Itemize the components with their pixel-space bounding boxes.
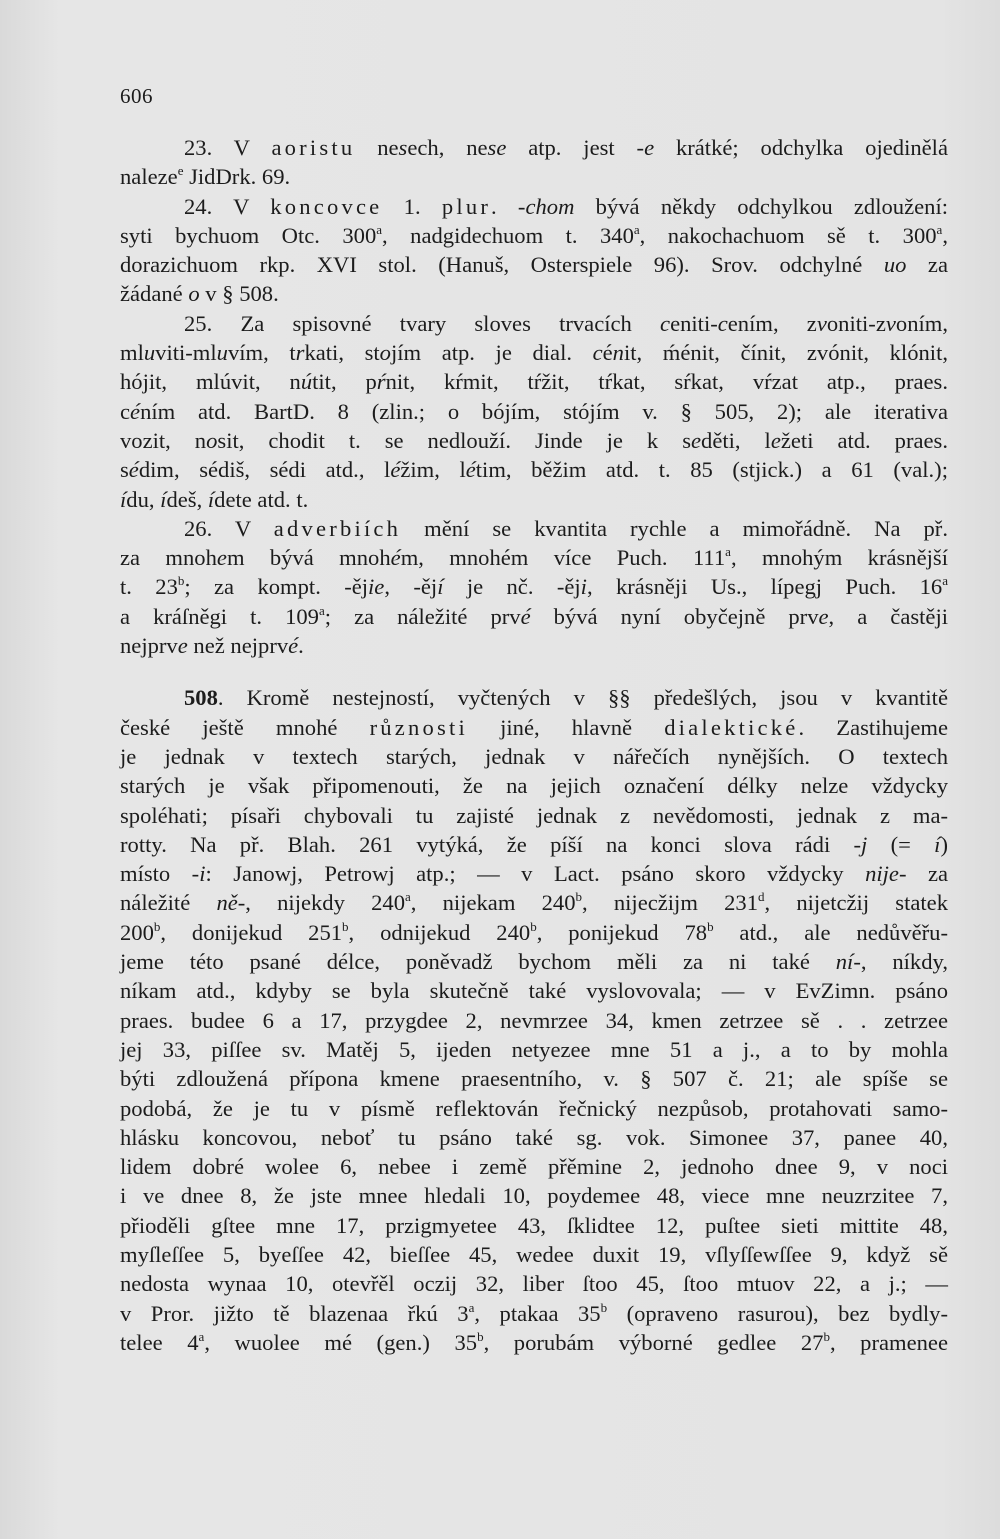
text-line: 200$^b$, donijekud 251$^b$, odnijekud 240$^b$, ponijekud 78$^b$ atd., ale nedůvěřu- [120, 918, 949, 945]
text-line: rotty. Na př. Blah. 261 vytýká, že píší na konci slova rádi -j (= í) [120, 831, 948, 857]
text-line: v Pror. jižto tě blazenaa řkú 3$^a$, ptakaa 35$^b$ (opraveno rasurou), bez bydly- [120, 1299, 949, 1326]
text-line: býti zdloužená přípona kmene praesentního, v. § 507 č. 21; ale spíše se [120, 1066, 948, 1092]
text-line: 24. V koncovce 1. plur. -chom bývá někdy odchylkou zdloužení: [184, 193, 949, 219]
text-line: telee 4$^a$, wuolee mé (gen.) 35$^b$, porubám výborné gedlee 27$^b$, pramenee [120, 1328, 948, 1355]
page-number: 606 [120, 84, 153, 108]
text-line: sédim, sédiš, sédi atd., léžim, létim, běžim atd. t. 85 (stjick.) a 61 (val.); [120, 457, 948, 483]
text-line: mluviti-mluvím, trkati, stojím atp. je dial. cénit, ḿénit, čínit, zvónit, klónit, [120, 340, 948, 366]
text-line: a kráſněgi t. 109$^a$; za náležité prvé bývá nyní obyčejně prve, a častěji [120, 602, 949, 629]
text-line: hójit, mlúvit, nútit, pŕnit, kŕmit, tŕžit, tŕkat, sŕkat, vŕzat atp., praes. [120, 369, 948, 395]
text-line: starých je však připomenouti, že na jejich označení délky nelze vždycky [120, 773, 948, 799]
text-line: myſleſſee 5, byeſſee 42, bieſſee 45, wedee duxit 19, vſlyſſewſſee 9, když sě [120, 1241, 948, 1267]
text-line: ídu, ídeš, ídete atd. t. [120, 486, 309, 512]
text-line: podobá, že je tu v písmě reflektován řečnický nezpůsob, protahovati samo- [120, 1095, 948, 1121]
text-line: české ještě mnohé různosti jiné, hlavně dialektické. Zastihujeme [120, 714, 948, 740]
text-line: hlásku koncovou, neboť tu psáno také sg. vok. Simonee 37, panee 40, [120, 1124, 948, 1150]
text-line: nedosta wynaa 10, otevřěl oczij 32, liber ſtoo 45, ſtoo mtuov 22, a j.; — [120, 1271, 948, 1297]
text-line: 23. V aoristu nesech, nese atp. jest -e krátké; odchylka ojedinělá [184, 135, 948, 160]
section-gap [120, 660, 948, 683]
text-line: níkam atd., kdyby se byla skutečně také vyslovovala; — v EvZimn. psáno [120, 978, 948, 1004]
text-line: 25. Za spisovné tvary sloves trvacích ceniti-cením, zvoniti-zvoním, [184, 310, 948, 336]
text-line: přioděli gſtee mne 17, przigmyetee 43, ſklidtee 12, puſtee sieti mittite 48, [120, 1212, 948, 1238]
text-line: žádané o v § 508. [120, 281, 279, 307]
text-line: nejprve než nejprvé. [120, 633, 304, 659]
text-line: náležité ně-, nijekdy 240$^a$, nijekam 240$^b$, nijecžijm 231$^d$, nijetcžij statek [120, 889, 949, 916]
text-line: naleze$^e$ JidDrk. 69. [120, 163, 291, 190]
text-line: 26. V adverbiích mění se kvantita rychle a mimořádně. Na př. [184, 515, 948, 541]
text-line: t. 23$^b$; za kompt. -ějie, -ějí je nč. -ěji, krásněji Us., lípegj Puch. 16$^a$ [120, 573, 948, 600]
text-line: spoléhati; písaři chybovali tu zajisté jednak z nevědomosti, jednak z ma- [120, 802, 948, 828]
text-line: dorazichuom rkp. XVI stol. (Hanuš, Osterspiele 96). Srov. odchylné uo za [120, 252, 948, 278]
text-line: místo -i: Janowj, Petrowj atp.; — v Lact. psáno skoro vždycky nije- za [120, 861, 949, 887]
text-line: za mnohem bývá mnohém, mnohém více Puch. 111$^a$, mnohým krásnější [120, 544, 948, 571]
text-line: praes. budee 6 a 17, przygdee 2, nevmrzee 34, kmen zetrzee sě . . zetrzee [120, 1007, 948, 1033]
text-line: vozit, nosit, chodit t. se nedlouží. Jinde je k seděti, ležeti atd. praes. [120, 427, 948, 453]
text-line: lidem dobré wolee 6, nebee i země přěmine 2, jednoho dnee 9, v noci [120, 1154, 948, 1180]
page-text [120, 133, 948, 1357]
text-line: 508. Kromě nestejností, vyčtených v §§ předešlých, jsou v kvantitě [184, 685, 948, 711]
text-line: i ve dnee 8, že jste mnee hledali 10, poydemee 48, viece mne neuzrzitee 7, [120, 1183, 948, 1209]
text-line: jej 33, piſſee sv. Matěj 5, ijeden netyezee mne 51 a j., a to by mohla [120, 1036, 948, 1062]
text-line: syti bychuom Otc. 300$^a$, nadgidechuom t. 340$^a$, nakochachuom sě t. 300$^a$, [120, 221, 948, 248]
text-line: je jednak v textech starých, jednak v nářečích nynějších. O textech [120, 743, 948, 769]
text-line: céním atd. BartD. 8 (zlin.; o bójím, stójím v. § 505, 2); ale iterativa [120, 398, 948, 424]
text-line: jeme této psané délce, poněvadž bychom měli za ni také ní-, níkdy, [120, 949, 948, 975]
